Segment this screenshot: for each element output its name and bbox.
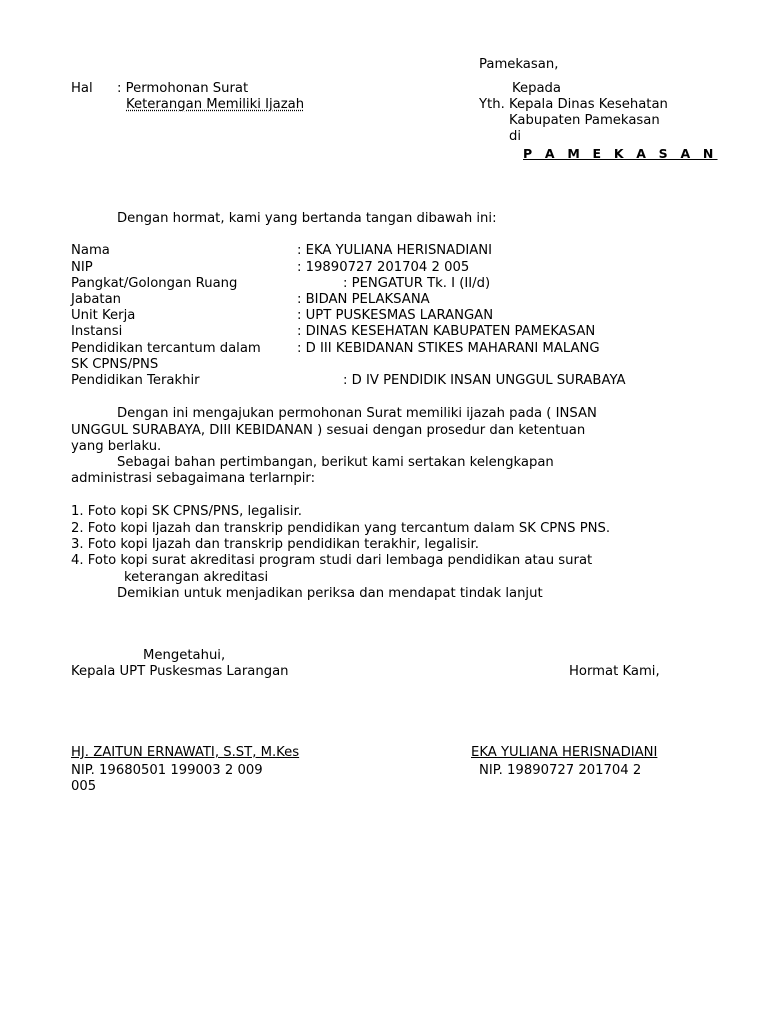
identity-value-nip: : 19890727 201704 2 005 — [297, 260, 470, 275]
attachment-item: 2. Foto kopi Ijazah dan transkrip pendidikan yang tercantum dalam SK CPNS PNS. — [71, 521, 611, 536]
attachment-item: 1. Foto kopi SK CPNS/PNS, legalisir. — [71, 504, 302, 519]
identity-label-jabatan: Jabatan — [71, 292, 122, 307]
identity-label-pendidikan-sk: Pendidikan tercantum dalam — [71, 341, 261, 356]
identity-label-pendidikan-terakhir: Pendidikan Terakhir — [71, 373, 200, 388]
recipient-city: P A M E K A S A N — [523, 146, 718, 161]
body-para2-line1: Sebagai bahan pertimbangan, berikut kami sertakan kelengkapan — [117, 455, 554, 470]
identity-value-instansi: : DINAS KESEHATAN KABUPATEN PAMEKASAN — [297, 324, 596, 339]
hal-label: Hal — [71, 81, 93, 96]
identity-value-pangkat: : PENGATUR Tk. I (II/d) — [343, 276, 491, 291]
kepada-label: Kepada — [512, 81, 562, 96]
letter-place: Pamekasan, — [479, 57, 559, 72]
attachment-item: 4. Foto kopi surat akreditasi program studi dari lembaga pendidikan atau surat — [71, 553, 593, 568]
hal-subject-line2: Keterangan Memiliki Ijazah — [126, 97, 305, 112]
identity-value-unit-kerja: : UPT PUSKESMAS LARANGAN — [297, 308, 494, 323]
body-para1-line2: UNGGUL SURABAYA, DIII KEBIDANAN ) sesuai dengan prosedur dan ketentuan — [71, 423, 586, 438]
identity-label-instansi: Instansi — [71, 324, 123, 339]
identity-label-unit-kerja: Unit Kerja — [71, 308, 136, 323]
closing-sentence: Demikian untuk menjadikan periksa dan mendapat tindak lanjut — [117, 586, 543, 601]
attachment-item: 3. Foto kopi Ijazah dan transkrip pendidikan terakhir, legalisir. — [71, 537, 479, 552]
identity-label-pangkat: Pangkat/Golongan Ruang — [71, 276, 238, 291]
signature-right-heading: Hormat Kami, — [569, 664, 660, 679]
body-para2-line2: administrasi sebagaimana terlarnpir: — [71, 471, 316, 486]
signature-right-name: EKA YULIANA HERISNADIANI — [471, 745, 658, 760]
identity-label-pendidikan-sk-cont: SK CPNS/PNS — [71, 357, 159, 372]
signature-left-name: HJ. ZAITUN ERNAWATI, S.ST, M.Kes — [71, 745, 300, 760]
recipient-di: di — [509, 129, 522, 144]
body-para1-line3: yang berlaku. — [71, 439, 162, 454]
recipient-line2: Kabupaten Pamekasan — [509, 113, 660, 128]
identity-label-nip: NIP — [71, 260, 93, 275]
hal-subject-line1: : Permohonan Surat — [117, 81, 249, 96]
signature-left-heading1: Mengetahui, — [143, 648, 226, 663]
signature-right-nip: NIP. 19890727 201704 2 — [479, 763, 642, 778]
body-para1-line1: Dengan ini mengajukan permohonan Surat memiliki ijazah pada ( INSAN — [117, 406, 597, 421]
signature-left-nip: NIP. 19680501 199003 2 009 — [71, 763, 263, 778]
identity-value-nama: : EKA YULIANA HERISNADIANI — [297, 243, 493, 258]
recipient-line1: Yth. Kepala Dinas Kesehatan — [479, 97, 668, 112]
identity-value-jabatan: : BIDAN PELAKSANA — [297, 292, 430, 307]
signature-left-heading2: Kepala UPT Puskesmas Larangan — [71, 664, 289, 679]
identity-value-pendidikan-sk: : D III KEBIDANAN STIKES MAHARANI MALANG — [297, 341, 600, 356]
identity-label-nama: Nama — [71, 243, 110, 258]
attachment-item-cont: keterangan akreditasi — [124, 570, 269, 585]
identity-value-pendidikan-terakhir: : D IV PENDIDIK INSAN UNGGUL SURABAYA — [343, 373, 626, 388]
greeting: Dengan hormat, kami yang bertanda tangan dibawah ini: — [117, 211, 497, 226]
signature-left-nip-cont: 005 — [71, 779, 97, 794]
